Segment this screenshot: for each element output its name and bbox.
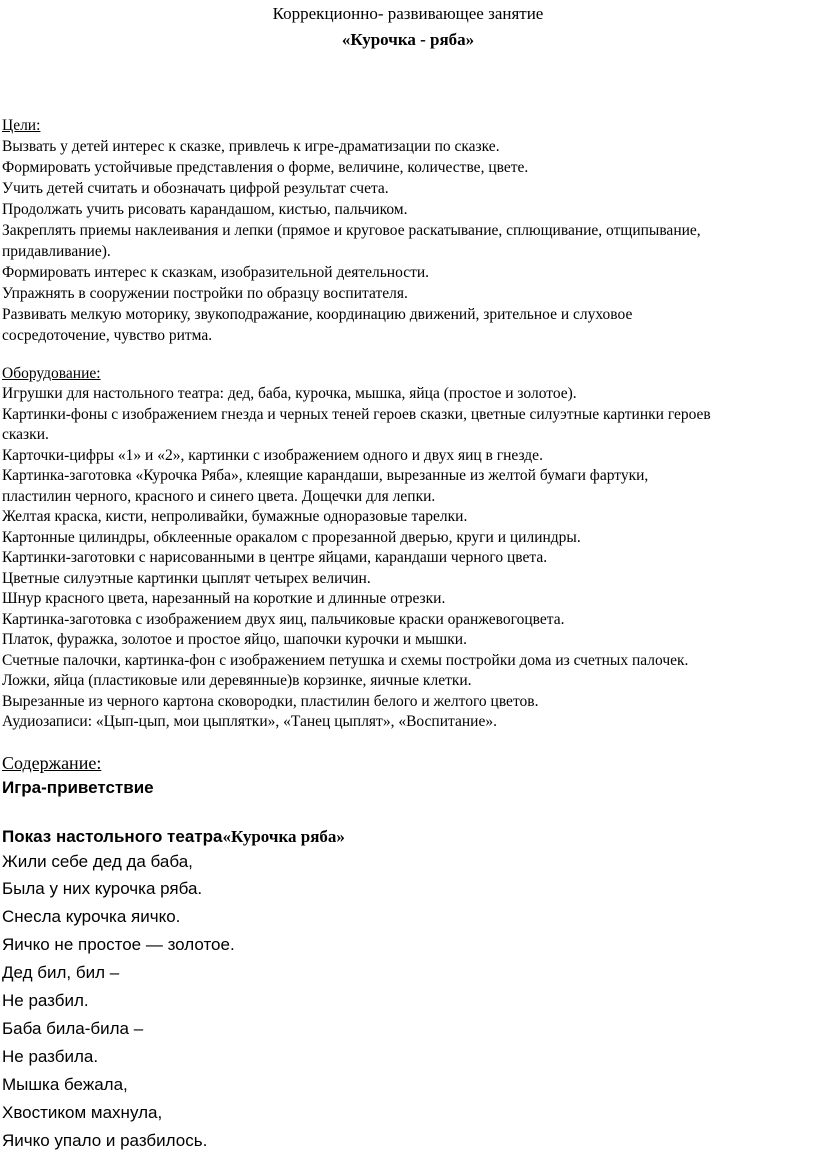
equipment-line: Шнур красного цвета, нарезанный на короткие и длинные отрезки. [2, 590, 446, 607]
goals-line: Продолжать учить рисовать карандашом, кистью, пальчиком. [2, 201, 408, 218]
equipment-line: Желтая краска, кисти, непроливайки, бумажные одноразовые тарелки. [2, 508, 468, 525]
verse-line: Мышка бежала, [2, 1075, 128, 1094]
verse-line: Снесла курочка яичко. [2, 907, 181, 926]
goals-line: Формировать устойчивые представления о форме, величине, количестве, цвете. [2, 159, 529, 176]
goals-line: сосредоточение, чувство ритма. [2, 327, 213, 344]
equipment-line: Карточки-цифры «1» и «2», картинки с изображением одного и двух яиц в гнезде. [2, 447, 543, 464]
show-heading [2, 826, 345, 849]
equipment-line: Картонные цилиндры, обклеенные оракалом с прорезанной дверью, круги и цилиндры. [2, 529, 581, 546]
show-heading-part1: Показ настольного театра [2, 827, 223, 846]
verse-line: Не разбил. [2, 991, 89, 1010]
lesson-title: «Курочка - ряба» [341, 30, 475, 49]
show-heading-part2: «Курочка ряба» [222, 827, 345, 846]
equipment-line: Платок, фуражка, золотое и простое яйцо, шапочки курочки и мышки. [2, 631, 467, 648]
equipment-line: Картинки-фоны с изображением гнезда и черных теней героев сказки, цветные силуэтные картинки героев [2, 406, 711, 423]
goals-line: Упражнять в сооружении постройки по образцу воспитателя. [2, 285, 408, 302]
goals-line: Развивать мелкую моторику, звукоподражание, координацию движений, зрительное и слуховое [2, 306, 633, 323]
equipment-line: Аудиозаписи: «Цып-цып, мои цыплятки», «Танец цыплят», «Воспитание». [2, 713, 497, 730]
verse-line: Была у них курочка ряба. [2, 879, 203, 898]
equipment-heading: Оборудование: [2, 365, 101, 382]
equipment-line: Счетные палочки, картинка-фон с изображением петушка и схемы постройки дома из счетных палочек. [2, 652, 689, 669]
equipment-line: Картинка-заготовка «Курочка Ряба», клеящие карандаши, вырезанные из желтой бумаги фартуки, [2, 467, 649, 484]
verse-line: Дед бил, бил – [2, 963, 120, 982]
goals-line: Закреплять приемы наклеивания и лепки (прямое и круговое раскатывание, сплющивание, отщипывание, [2, 222, 701, 239]
goals-line: Учить детей считать и обозначать цифрой результат счета. [2, 180, 389, 197]
goals-line: Формировать интерес к сказкам, изобразительной деятельности. [2, 264, 430, 281]
equipment-line: Игрушки для настольного театра: дед, баба, курочка, мышка, яйца (простое и золотое). [2, 385, 577, 402]
content-heading: Содержание: [2, 753, 102, 773]
verse-line: Баба била-била – [2, 1019, 144, 1038]
verse-line: Яичко не простое — золотое. [2, 935, 235, 954]
lesson-subtitle: Коррекционно- развивающее занятие [272, 4, 544, 23]
equipment-line: пластилин черного, красного и синего цвета. Дощечки для лепки. [2, 488, 436, 505]
game-heading: Игра-приветствие [2, 778, 154, 797]
equipment-line: Вырезанные из черного картона сковородки, пластилин белого и желтого цветов. [2, 693, 539, 710]
goals-heading: Цели: [2, 117, 41, 134]
verse-line: Жили себе дед да баба, [2, 852, 193, 871]
equipment-line: Ложки, яйца (пластиковые или деревянные)в корзинке, яичные клетки. [2, 672, 472, 689]
equipment-line: сказки. [2, 426, 49, 443]
equipment-line: Картинки-заготовки с нарисованными в центре яйцами, карандаши черного цвета. [2, 549, 548, 566]
verse-line: Яичко упало и разбилось. [2, 1131, 208, 1150]
verse-line: Не разбила. [2, 1047, 99, 1066]
equipment-line: Картинка-заготовка с изображением двух яиц, пальчиковые краски оранжевогоцвета. [2, 611, 565, 628]
equipment-line: Цветные силуэтные картинки цыплят четырех величин. [2, 570, 371, 587]
goals-line: придавливание). [2, 243, 111, 260]
goals-line: Вызвать у детей интерес к сказке, привлечь к игре-драматизации по сказке. [2, 138, 500, 155]
verse-line: Хвостиком махнула, [2, 1103, 163, 1122]
